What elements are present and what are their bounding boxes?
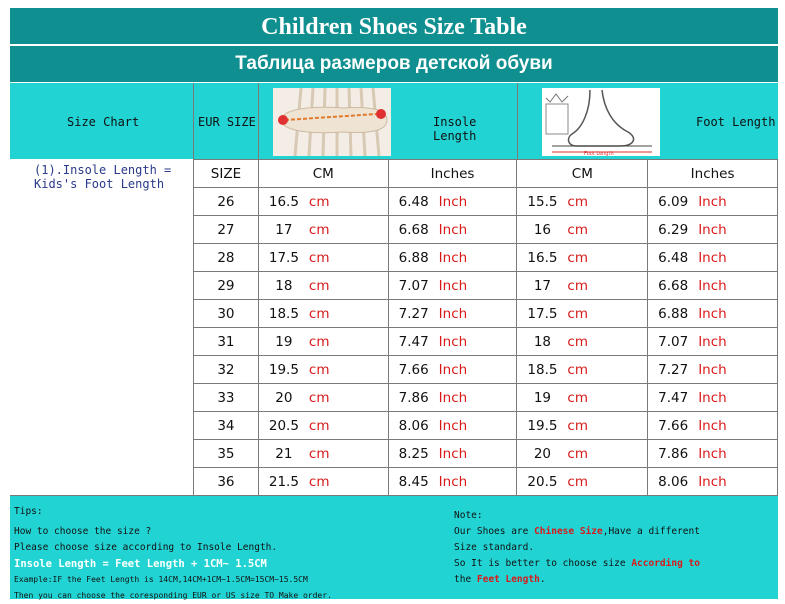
cell-foot-cm: [517, 272, 648, 300]
title-russian: Таблица размеров детской обуви: [10, 45, 778, 82]
unit-label: cm: [567, 221, 588, 238]
value: 16.5: [527, 249, 558, 266]
cell-foot-cm: [517, 384, 648, 412]
cell-size: 33: [194, 384, 259, 412]
table-row: [194, 384, 778, 412]
note-l1-a: Our Shoes are: [454, 526, 535, 537]
tips-line-4: Example:IF the Feet Length is 14CM,14CM+1CM~1.5CM=15CM~15.5CM: [14, 575, 308, 584]
cell-foot-in: [648, 272, 778, 300]
value: 17: [275, 221, 293, 238]
note-l4-c: .: [539, 574, 546, 585]
cell-insole-cm: [258, 244, 388, 272]
cell-insole-in: [388, 356, 517, 384]
note-l4-a: the: [454, 574, 477, 585]
note-l1-b: Chinese Size: [534, 526, 603, 537]
value: 19.5: [527, 417, 558, 434]
value: 8.45: [398, 473, 429, 490]
value: 18.5: [268, 305, 299, 322]
cell-size: 28: [194, 244, 259, 272]
unit-label: Inch: [438, 249, 468, 266]
cell-insole-cm: [258, 272, 388, 300]
col-insole-inches: Inches: [388, 160, 517, 188]
value: 6.09: [658, 193, 689, 210]
value: 7.07: [398, 277, 429, 294]
foot-measure-icon: [542, 88, 660, 156]
value: 6.29: [658, 221, 689, 238]
note-line-2: Size standard.: [454, 542, 535, 553]
cell-foot-in: [648, 188, 778, 216]
col-size: SIZE: [194, 160, 259, 188]
unit-label: Inch: [698, 333, 727, 350]
value: 6.68: [398, 221, 429, 238]
insole-image: [273, 88, 391, 156]
cell-size: 34: [194, 412, 259, 440]
table-row: [194, 272, 778, 300]
tips-line-1: How to choose the size ?: [14, 526, 152, 537]
unit-label: cm: [308, 249, 330, 266]
side-note-cell: [10, 159, 194, 495]
unit-label: cm: [308, 221, 330, 238]
tips-line-2: Please choose size according to Insole Length.: [14, 542, 278, 553]
unit-label: cm: [567, 305, 588, 322]
value: 7.66: [658, 417, 689, 434]
cell-insole-in: [388, 440, 517, 468]
tips-line-3: Insole Length = Feet Length + 1CM~ 1.5CM: [14, 558, 267, 570]
value: 6.88: [398, 249, 429, 266]
unit-label: Inch: [698, 221, 727, 238]
tips-heading: Tips:: [14, 506, 43, 517]
cell-foot-cm: [517, 440, 648, 468]
cell-insole-in: [388, 412, 517, 440]
cell-insole-cm: [258, 300, 388, 328]
cell-foot-cm: [517, 328, 648, 356]
value: 20.5: [527, 473, 558, 490]
cell-insole-cm: [258, 384, 388, 412]
note-l4-b: Feet Length: [476, 574, 540, 585]
unit-label: Inch: [438, 361, 468, 378]
cell-foot-in: [648, 328, 778, 356]
unit-label: Inch: [438, 221, 468, 238]
value: 17.5: [268, 249, 299, 266]
eur-size-label: EUR SIZE: [198, 115, 256, 129]
value: 7.86: [398, 389, 429, 406]
unit-label: cm: [567, 333, 588, 350]
unit-label: cm: [308, 193, 330, 210]
cell-foot-cm: [517, 468, 648, 496]
foot-image: [542, 88, 660, 156]
cell-insole-cm: [258, 468, 388, 496]
unit-label: cm: [567, 361, 588, 378]
unit-label: Inch: [438, 333, 468, 350]
col-foot-inches: Inches: [648, 160, 778, 188]
note-l3-b: According to: [631, 558, 700, 569]
value: 19.5: [268, 361, 299, 378]
foot-image-caption: Foot Length: [584, 151, 614, 156]
tips-line-5: Then you can choose the coresponding EUR or US size TO Make order.: [14, 591, 332, 600]
cell-insole-cm: [258, 328, 388, 356]
cell-insole-in: [388, 468, 517, 496]
cell-foot-cm: [517, 188, 648, 216]
tips-section: [10, 495, 778, 599]
foot-length-label: Foot Length: [696, 115, 776, 129]
value: 7.27: [658, 361, 689, 378]
unit-label: cm: [308, 333, 330, 350]
cell-foot-in: [648, 468, 778, 496]
cell-insole-cm: [258, 216, 388, 244]
unit-label: Inch: [698, 473, 727, 490]
value: 8.06: [398, 417, 429, 434]
size-grid: [193, 159, 778, 496]
unit-label: cm: [308, 277, 330, 294]
cell-foot-in: [648, 244, 778, 272]
unit-label: Inch: [698, 361, 727, 378]
table-row: [194, 356, 778, 384]
note-line-3: [454, 556, 700, 572]
cell-size: 29: [194, 272, 259, 300]
value: 20: [533, 445, 552, 462]
value: 7.07: [658, 333, 689, 350]
value: 16: [533, 221, 552, 238]
cell-insole-in: [388, 244, 517, 272]
cell-size: 26: [194, 188, 259, 216]
cell-insole-cm: [258, 356, 388, 384]
cell-insole-cm: [258, 188, 388, 216]
size-table: [10, 8, 778, 598]
value: 6.68: [658, 277, 689, 294]
cell-foot-cm: [517, 300, 648, 328]
cell-insole-cm: [258, 412, 388, 440]
cell-size: 36: [194, 468, 259, 496]
foot-length-header: [518, 83, 778, 159]
insole-length-label: Insole Length: [433, 115, 477, 143]
tips-block: [14, 504, 332, 604]
value: 16.5: [268, 193, 299, 210]
eur-size-header: [194, 83, 259, 159]
unit-label: cm: [308, 473, 330, 490]
table-row: [194, 412, 778, 440]
value: 17: [533, 277, 552, 294]
note-line-4: [454, 572, 700, 588]
value: 8.25: [398, 445, 429, 462]
cell-size: 35: [194, 440, 259, 468]
unit-label: Inch: [698, 249, 727, 266]
value: 7.86: [658, 445, 689, 462]
table-row: [194, 188, 778, 216]
value: 7.47: [398, 333, 429, 350]
cell-foot-cm: [517, 356, 648, 384]
insole-illustration-icon: [273, 88, 391, 156]
value: 18: [275, 277, 293, 294]
unit-label: Inch: [438, 389, 468, 406]
value: 6.48: [658, 249, 689, 266]
value: 7.66: [398, 361, 429, 378]
cell-insole-in: [388, 188, 517, 216]
value: 7.27: [398, 305, 429, 322]
unit-label: cm: [567, 277, 588, 294]
cell-foot-in: [648, 412, 778, 440]
unit-label: Inch: [438, 305, 468, 322]
unit-label: Inch: [438, 193, 468, 210]
table-row: [194, 440, 778, 468]
value: 17.5: [527, 305, 558, 322]
size-chart-header: [10, 83, 194, 159]
cell-foot-in: [648, 300, 778, 328]
unit-label: cm: [567, 193, 588, 210]
note-block: [454, 508, 700, 588]
value: 20.5: [268, 417, 299, 434]
cell-insole-cm: [258, 440, 388, 468]
unit-label: Inch: [698, 277, 727, 294]
unit-label: cm: [308, 417, 330, 434]
note-l1-c: ,Have a different: [602, 526, 700, 537]
unit-label: cm: [308, 445, 330, 462]
unit-label: Inch: [438, 473, 468, 490]
value: 7.47: [658, 389, 689, 406]
unit-label: cm: [308, 305, 330, 322]
value: 18: [533, 333, 552, 350]
cell-foot-in: [648, 356, 778, 384]
note-heading: Note:: [454, 510, 483, 521]
cell-foot-in: [648, 384, 778, 412]
table-row: [194, 328, 778, 356]
col-insole-cm: CM: [258, 160, 388, 188]
title-english: Children Shoes Size Table: [10, 8, 778, 44]
value: 6.88: [658, 305, 689, 322]
cell-size: 30: [194, 300, 259, 328]
value: 21.5: [268, 473, 299, 490]
unit-label: cm: [567, 389, 588, 406]
value: 15.5: [527, 193, 558, 210]
value: 8.06: [658, 473, 689, 490]
value: 18.5: [527, 361, 558, 378]
cell-foot-in: [648, 216, 778, 244]
note-line-1: [454, 524, 700, 540]
cell-foot-cm: [517, 244, 648, 272]
size-chart-label: Size Chart: [67, 115, 140, 129]
unit-label: Inch: [698, 389, 727, 406]
unit-label: cm: [308, 389, 330, 406]
unit-label: cm: [567, 445, 588, 462]
value: 6.48: [398, 193, 429, 210]
table-row: [194, 244, 778, 272]
unit-label: cm: [567, 473, 588, 490]
cell-insole-in: [388, 300, 517, 328]
cell-size: 27: [194, 216, 259, 244]
side-note: (1).Insole Length = Kids's Foot Length: [34, 163, 172, 191]
cell-foot-in: [648, 440, 778, 468]
unit-label: Inch: [438, 417, 468, 434]
value: 21: [275, 445, 293, 462]
unit-label: cm: [567, 249, 588, 266]
cell-insole-in: [388, 384, 517, 412]
column-header-row: [194, 160, 778, 188]
unit-label: Inch: [698, 305, 727, 322]
cell-insole-in: [388, 216, 517, 244]
table-row: [194, 300, 778, 328]
unit-label: cm: [567, 417, 588, 434]
table-row: [194, 468, 778, 496]
note-l3-a: So It is better to choose size: [454, 558, 632, 569]
unit-label: Inch: [438, 277, 468, 294]
cell-insole-in: [388, 272, 517, 300]
cell-size: 32: [194, 356, 259, 384]
unit-label: cm: [308, 361, 330, 378]
cell-foot-cm: [517, 216, 648, 244]
unit-label: Inch: [698, 445, 727, 462]
insole-length-header: [259, 83, 518, 159]
unit-label: Inch: [438, 445, 468, 462]
value: 20: [275, 389, 293, 406]
cell-size: 31: [194, 328, 259, 356]
unit-label: Inch: [698, 417, 727, 434]
cell-foot-cm: [517, 412, 648, 440]
col-foot-cm: CM: [517, 160, 648, 188]
value: 19: [275, 333, 293, 350]
table-row: [194, 216, 778, 244]
unit-label: Inch: [698, 193, 727, 210]
value: 19: [533, 389, 552, 406]
cell-insole-in: [388, 328, 517, 356]
